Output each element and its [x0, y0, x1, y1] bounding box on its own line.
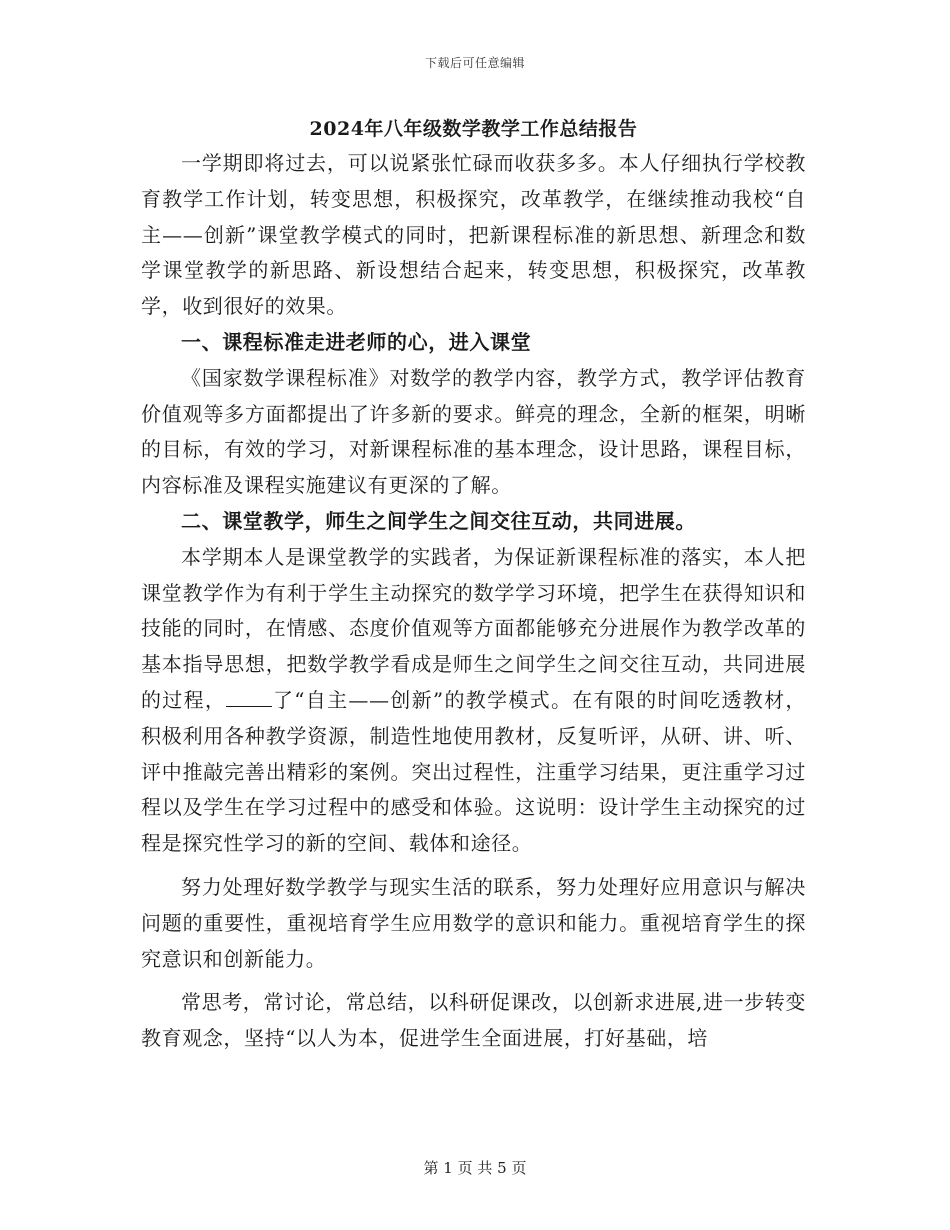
fill-in-blank — [226, 688, 272, 707]
page-header-note: 下载后可任意编辑 — [424, 56, 525, 70]
intro-paragraph: 一学期即将过去，可以说紧张忙碌而收获多多。本人仔细执行学校教育教学工作计划，转变思想，积极探究，改革教学，在继续推动我校“自主——创新”课堂教学模式的同时，把新课程标准的新思想、新理念和数学课堂教学的新思路、新设想结合起来，转变思想，积极探究，改革教学，收到很好的效果。 — [141, 151, 806, 319]
section-1-paragraph: 《国家数学课程标准》对数学的教学内容，教学方式，教学评估教育价值观等多方面都提出了许多新的要求。鲜亮的理念，全新的框架，明晰的目标，有效的学习，对新课程标准的基本理念，设计思路，课程目标，内容标准及课程实施建议有更深的了解。 — [141, 365, 806, 498]
section-2-paragraph — [141, 540, 806, 862]
section-2-paragraph-part-b: 了“自主——创新”的教学模式。在有限的时间吃透教材，积极利用各种教学资源，制造性地使用教材，反复听评，从研、讲、听、评中推敲完善出精彩的案例。突出过程性，注重学习结果，更注重学习过程以及学生在学习过程中的感受和体验。这说明：设计学生主动探究的过程是探究性学习的新的空间、载体和途径。 — [141, 687, 806, 856]
paragraph-4: 常思考，常讨论，常总结，以科研促课改，以创新求进展,进一步转变教育观念，坚持“以人为本，促进学生全面进展，打好基础，培 — [141, 990, 806, 1051]
section-2-paragraph-part-a: 本学期本人是课堂教学的实践者，为保证新课程标准的落实，本人把课堂教学作为有利于学生主动探究的数学学习环境，把学生在获得知识和技能的同时，在情感、态度价值观等方面都能够充分进展作为教学改革的基本指导思想，把数学教学看成是师生之间学生之间交往互动，共同进展的过程， — [141, 544, 806, 712]
document-body — [141, 112, 806, 1057]
paragraph-3: 努力处理好数学教学与现实生活的联系，努力处理好应用意识与解决问题的重要性，重视培育学生应用数学的意识和能力。重视培育学生的探究意识和创新能力。 — [141, 874, 806, 971]
section-1-heading: 一、课程标准走进老师的心，进入课堂 — [181, 329, 532, 354]
section-2-heading: 二、课堂教学，师生之间学生之间交往互动，共同进展。 — [181, 508, 696, 533]
document-title: 2024年八年级数学教学工作总结报告 — [309, 118, 638, 140]
page-number: 第 1 页 共 5 页 — [423, 1159, 527, 1177]
